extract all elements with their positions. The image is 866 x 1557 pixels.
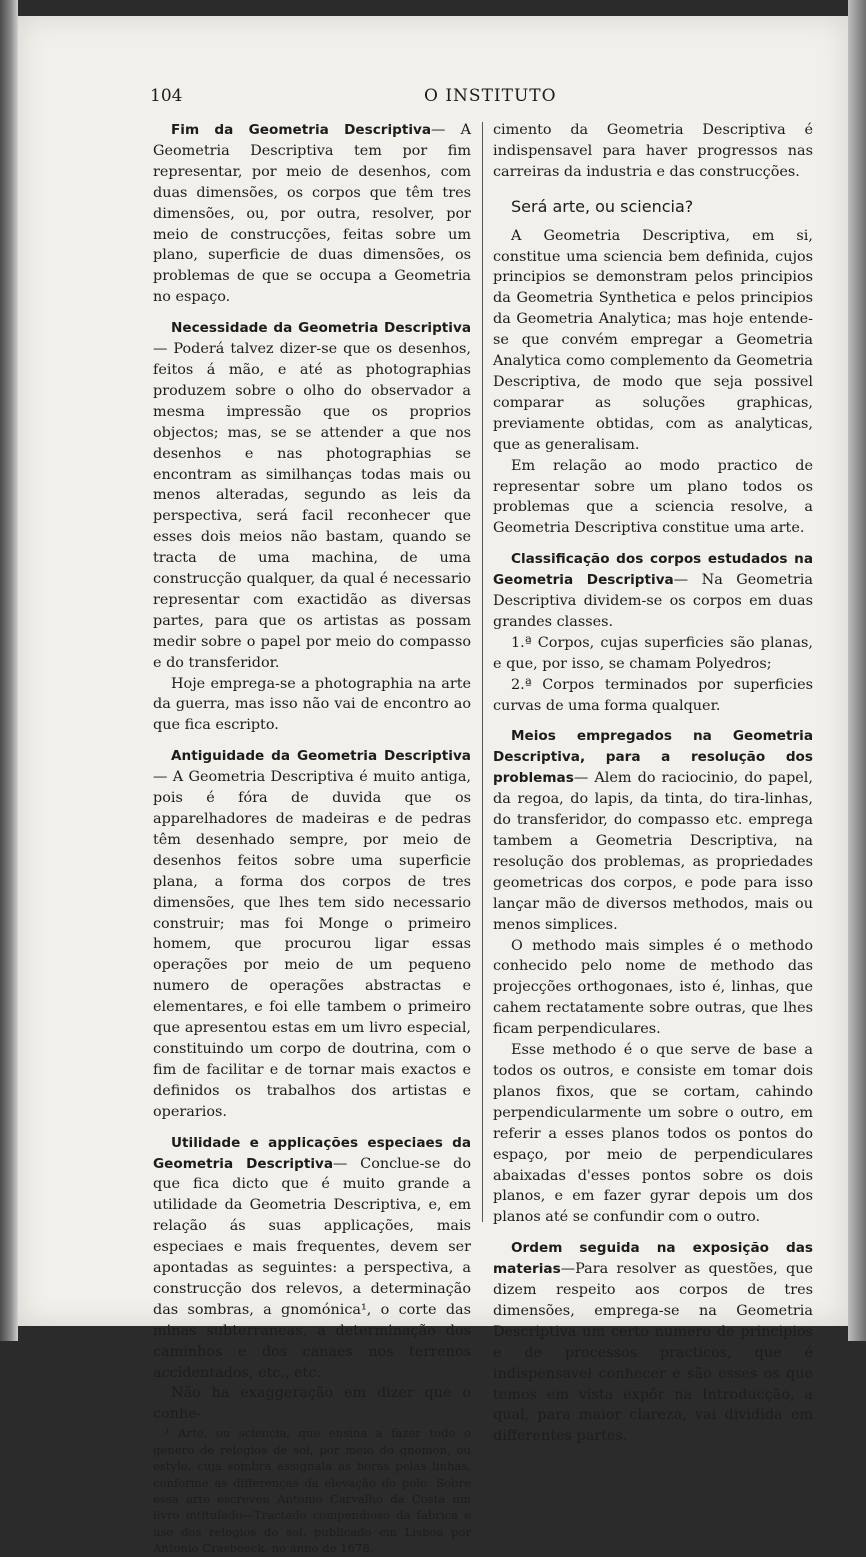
section-utilidade [153, 1133, 471, 1384]
paragraph: O methodo mais simples é o methodo conhecido pelo nome de methodo das projecções orthogonaes, isto é, linhas, que cahem rectatamente sobre outras, que lhes ficam perpendiculares. [493, 937, 813, 1038]
section-heading: Fim da Geometria Descriptiva [171, 122, 432, 138]
paragraph: A Geometria Descriptiva, em si, constitue uma sciencia bem definida, cujos principios se demonstram pelos principios da Geometria Synthetica e pelos principios da Geometria Analytica; mas hoje entende-se que convém empregar a Geometria Analytica como complemento da Geometria Descriptiva, de modo que seja possivel comparar as soluções graphicas, previamente obtidas, com as analyticas, que as generalisam. [493, 227, 813, 453]
list-item: 2.ª Corpos terminados por superficies curvas de uma forma qualquer. [493, 676, 813, 714]
section-classificacao [493, 549, 813, 633]
paragraph: Esse methodo é o que serve de base a todos os outros, e consiste em tomar dois planos fixos, que se cortam, cahindo perpendicularmente um sobre o outro, em referir a esses planos todos os pontos do espaço, por meio de perpendiculares abaixadas d'esses pontos sobre os dois planos, e em fazer gyrar depois um dos planos até se confundir com o outro. [493, 1042, 813, 1226]
section-heading: Antiguidade da Geometria Descriptiva [171, 748, 471, 765]
column-divider [482, 122, 483, 1222]
section-text: — Conclue-se do que fica dicto que é muito grande a utilidade da Geometria Descriptiva, e, em relação ás suas applicações, mais especiaes e mais frequentes, devem ser apontadas as seguintes: a perspectiva, a construcção dos relevos, a determinação das sombras, a gnomónica¹, o corte das minas subterraneas, a determinação dos caminhos e dos canaes nos terrenos accidentados, etc., etc. [153, 1155, 471, 1381]
book-spine-edge [0, 0, 18, 1341]
running-title: O INSTITUTO [424, 86, 557, 106]
right-column [493, 120, 813, 1447]
section-heading: Meios empregados na Geometria Descriptiva, para a resolução dos problemas [493, 728, 813, 787]
page-right-edge [848, 0, 866, 1341]
paragraph-continuation: cimento da Geometria Descriptiva é indispensavel para haver progressos nas carreiras da industria e das construcções. [493, 122, 813, 180]
section-ordem [493, 1238, 813, 1447]
section-text: — Poderá talvez dizer-se que os desenhos, feitos á mão, e até as photographias produzem sobre o olho do observador a mesma impressão que os proprios objectos; mas, se se attender a que nos desenhos e nas photographias se encontram as similhanças todas mais ou menos alteradas, segundo as leis da perspectiva, será facil reconhecer que esses dois meios não bastam, quando se tracta de uma machina, de uma construcção qualquer, da qual é necessario representar com exactidão as diversas partes, para que os artistas as possam medir sobre o papel por meio do compasso e do transferidor. [153, 341, 471, 671]
page-number: 104 [150, 86, 183, 106]
section-heading: Classificação dos corpos estudados na Geometria Descriptiva [493, 551, 813, 589]
section-necessidade [153, 318, 471, 673]
subheading: Será arte, ou sciencia? [511, 196, 694, 216]
paragraph: Em relação ao modo practico de representar sobre um plano todos os problemas que a sciencia resolve, a Geometria Descriptiva constitue uma arte. [493, 457, 813, 537]
section-heading: Ordem seguida na exposição das materias [493, 1240, 813, 1278]
list-item: 1.ª Corpos, cujas superficies são planas, e que, por isso, se chamam Polyedros; [493, 634, 813, 672]
section-text: — Na Geometria Descriptiva dividem-se os corpos em duas grandes classes. [493, 572, 813, 630]
footnote: ¹ Arte, ou sciencia, que ensina a fazer todo o genero de relogios de sol, por meio do gnomon, ou estylo, cuja sombra assignala as horas pelas linhas, conforme as differenças da elevação do polo. Sobre essa arte escreveu Antonio Carvalho da Costa um livro intitulado—Tractado compendioso da fabrica e uso dos relogios do sol, publicado em Lisboa por Antonio Crasbeeck, no anno de 1678. [153, 1426, 471, 1556]
section-text: — A Geometria Descriptiva tem por fim representar, por meio de desenhos, com duas dimensões, os corpos que têm tres dimensões, ou, por outra, resolver, por meio de construcções, feitas sobre um plano, superficie de duas dimensões, os problemas de que se occupa a Geometria no espaço. [153, 122, 471, 306]
left-column [153, 120, 471, 1557]
section-heading: Utilidade e applicações especiaes da Geometria Descriptiva [153, 1134, 471, 1172]
paragraph: Hoje emprega-se a photographia na arte da guerra, mas isso não vai de encontro ao que fica escripto. [153, 675, 471, 734]
section-meios [493, 726, 813, 935]
section-fim [153, 120, 471, 308]
paragraph: Não ha exaggeração em dizer que o conhe- [153, 1385, 471, 1423]
page-header [150, 86, 814, 112]
section-text: — A Geometria Descriptiva é muito antiga, pois é fóra de duvida que os apparelhadores de madeiras e de pedras têm desenhado sempre, por meio de desenhos feitos sobre uma superficie plana, a forma dos corpos de tres dimensões, que lhes tem sido necessario construir; mas foi Monge o primeiro homem, que procurou ligar essas operações por meio de um pequeno numero de operações abstractas e elementares, e foi elle tambem o primeiro que apresentou estas em um livro especial, constituindo um corpo de doutrina, com o fim de facilitar e de tornar mais exactos e definidos os trabalhos dos artistas e operarios. [153, 769, 471, 1120]
section-text: —Para resolver as questões, que dizem respeito aos corpos de tres dimensões, emprega-se na Geometria Descriptiva um certo numero de principios e de processos practicos, que é indispensavel conhecer e são esses os que temos em vista expôr na Introducção, a qual, para maior clareza, vai dividida em differentes partes. [493, 1261, 813, 1445]
section-heading: Necessidade da Geometria Descriptiva [171, 320, 471, 337]
section-text: — Alem do raciocinio, do papel, da regoa, do lapis, da tinta, do tira-linhas, do transferidor, do compasso etc. emprega tambem a Geometria Descriptiva, na resolução dos problemas, as propriedades geometricas dos corpos, e pode para isso lançar mão de diversos methodos, mais ou menos simplices. [493, 770, 813, 933]
section-antiguidade [153, 746, 471, 1122]
